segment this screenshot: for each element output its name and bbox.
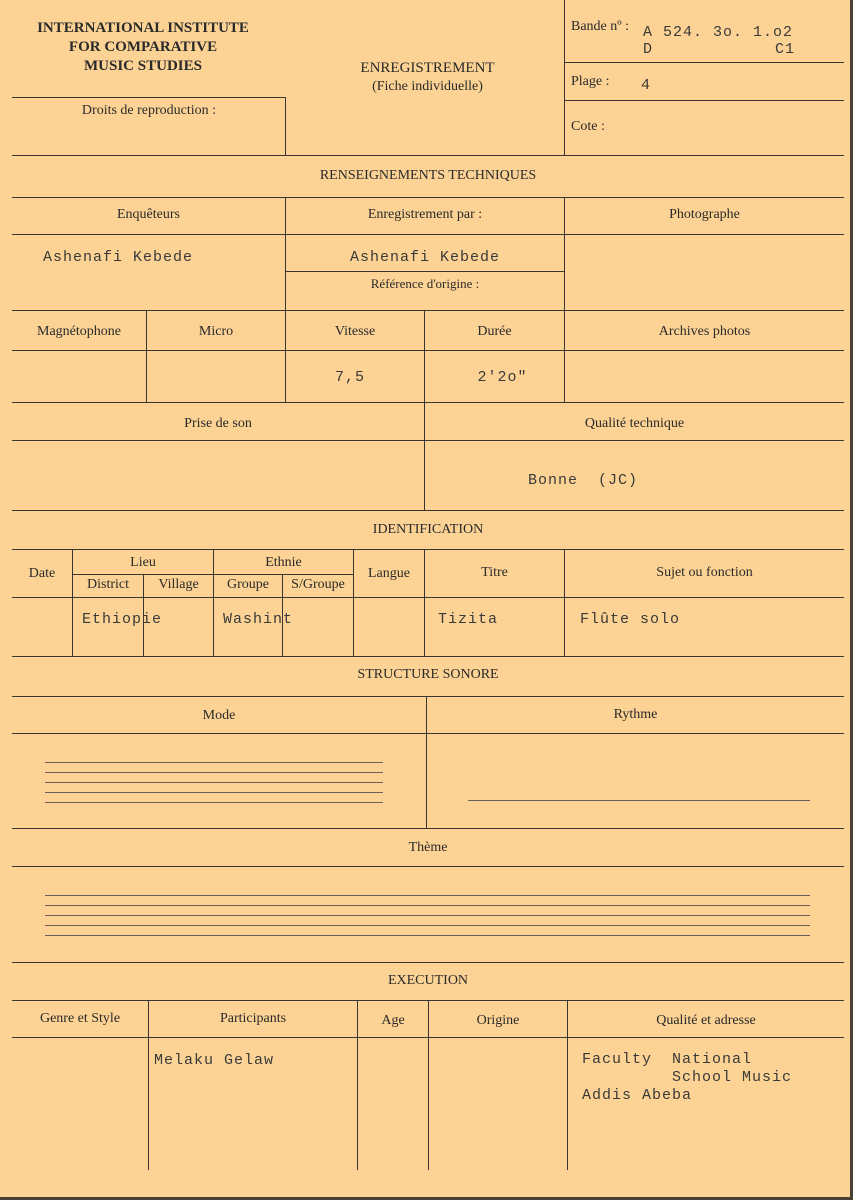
qualite-technique-label: Qualité technique	[584, 416, 685, 431]
mode-label: Mode	[202, 708, 236, 723]
prise-label: Prise de son	[184, 416, 252, 431]
sgroupe-label: S/Groupe	[291, 577, 345, 592]
section-divider-identification	[12, 510, 844, 511]
theme-staff-line-5	[45, 935, 810, 936]
participants-value: Melaku Gelaw	[154, 1052, 275, 1069]
rythme-label: Rythme	[613, 707, 658, 722]
duree-label: Durée	[477, 324, 512, 339]
enregistrement-par-label: Enregistrement par :	[367, 207, 483, 222]
structure-header-bottom	[12, 733, 844, 734]
photographe-label: Photographe	[669, 207, 740, 222]
technique-title-bottom	[12, 197, 844, 198]
theme-staff-line-3	[45, 915, 810, 916]
enqueteurs-label: Enquêteurs	[117, 207, 180, 222]
qualite-adresse-line-2: School Music	[672, 1069, 793, 1086]
lieu-value: Ethiopie	[82, 611, 163, 628]
reference-divider	[286, 271, 564, 272]
id-header-bottom	[12, 597, 844, 598]
rythme-line	[468, 800, 810, 801]
form-title: ENREGISTREMENT	[360, 60, 495, 76]
identification-title-bottom	[12, 549, 844, 550]
genre-label: Genre et Style	[39, 1011, 121, 1026]
enqueteurs-value: Ashenafi Kebede	[43, 249, 194, 266]
plage-label: Plage :	[571, 74, 610, 89]
sujet-label: Sujet ou fonction	[656, 565, 753, 580]
micro-label: Micro	[198, 324, 234, 339]
vitesse-label: Vitesse	[334, 324, 376, 339]
reference-label: Référence d'origine :	[370, 276, 480, 291]
theme-staff-line-2	[45, 905, 810, 906]
tech-row2-bottom	[12, 310, 844, 311]
theme-header-bottom	[12, 866, 844, 867]
lieu-label: Lieu	[130, 555, 156, 570]
langue-label: Langue	[368, 566, 410, 581]
cote-label: Cote :	[571, 119, 605, 134]
tech-row5-bottom	[12, 440, 844, 441]
ethnie-label: Ethnie	[265, 555, 302, 570]
theme-divider-top	[12, 828, 844, 829]
id-subheader-divider	[72, 574, 353, 575]
qualite-adresse-line-3: Addis Abeba	[582, 1087, 693, 1104]
theme-label: Thème	[408, 840, 448, 855]
archives-label: Archives photos	[658, 324, 751, 339]
institute-line-3: MUSIC STUDIES	[84, 58, 202, 74]
section-divider-structure	[12, 656, 844, 657]
header-divider	[12, 97, 286, 98]
droits-label: Droits de reproduction :	[81, 103, 217, 118]
qualite-adresse-line-1: Faculty National	[582, 1051, 753, 1068]
mode-staff-line-4	[45, 792, 383, 793]
magnetophone-label: Magnétophone	[37, 324, 121, 339]
bande-value-line2-right: C1	[775, 41, 796, 58]
bande-value: A 524. 3o. 1.o2	[643, 24, 794, 41]
qualite-technique-value: Bonne (JC)	[528, 472, 639, 489]
identification-title: IDENTIFICATION	[372, 522, 484, 537]
institute-line-2: FOR COMPARATIVE	[68, 39, 218, 55]
section-divider-technique	[12, 155, 844, 156]
structure-title-bottom	[12, 696, 844, 697]
tech-row3-bottom	[12, 350, 844, 351]
tech-vline-5	[424, 310, 425, 510]
execution-header-bottom	[12, 1037, 844, 1038]
bande-divider	[564, 62, 844, 63]
qualite-adresse-label: Qualité et adresse	[656, 1013, 756, 1028]
bande-label: Bande nº :	[571, 19, 629, 34]
titre-label: Titre	[481, 565, 508, 580]
duree-value: 2'2o"	[477, 369, 528, 386]
bande-value-line2-left: D	[643, 41, 654, 58]
institute-line-1: INTERNATIONAL INSTITUTE	[37, 20, 249, 36]
execution-title: EXECUTION	[387, 973, 469, 988]
groupe-label: Groupe	[227, 577, 269, 592]
sujet-value: Flûte solo	[580, 611, 681, 628]
header-vline-right	[564, 0, 565, 155]
village-label: Village	[158, 577, 199, 592]
form-subtitle: (Fiche individuelle)	[372, 79, 483, 94]
mode-staff-line-5	[45, 802, 383, 803]
tech-row4-bottom	[12, 402, 844, 403]
structure-title: STRUCTURE SONORE	[357, 667, 499, 682]
enregistrement-par-value: Ashenafi Kebede	[349, 249, 501, 266]
participants-label: Participants	[219, 1011, 287, 1026]
plage-divider	[564, 100, 844, 101]
district-label: District	[87, 577, 129, 592]
date-label: Date	[28, 566, 56, 581]
plage-value: 4	[641, 77, 652, 94]
ethnie-value: Washint	[223, 611, 294, 628]
theme-staff-line-1	[45, 895, 810, 896]
tech-row1-bottom	[12, 234, 844, 235]
section-divider-execution	[12, 962, 844, 963]
technique-title: RENSEIGNEMENTS TECHNIQUES	[319, 168, 537, 183]
mode-staff-line-1	[45, 762, 383, 763]
origine-label: Origine	[476, 1013, 520, 1028]
theme-staff-line-4	[45, 925, 810, 926]
mode-staff-line-2	[45, 772, 383, 773]
titre-value: Tizita	[438, 611, 499, 628]
mode-staff-line-3	[45, 782, 383, 783]
age-label: Age	[381, 1013, 405, 1028]
vitesse-value: 7,5	[334, 369, 365, 386]
